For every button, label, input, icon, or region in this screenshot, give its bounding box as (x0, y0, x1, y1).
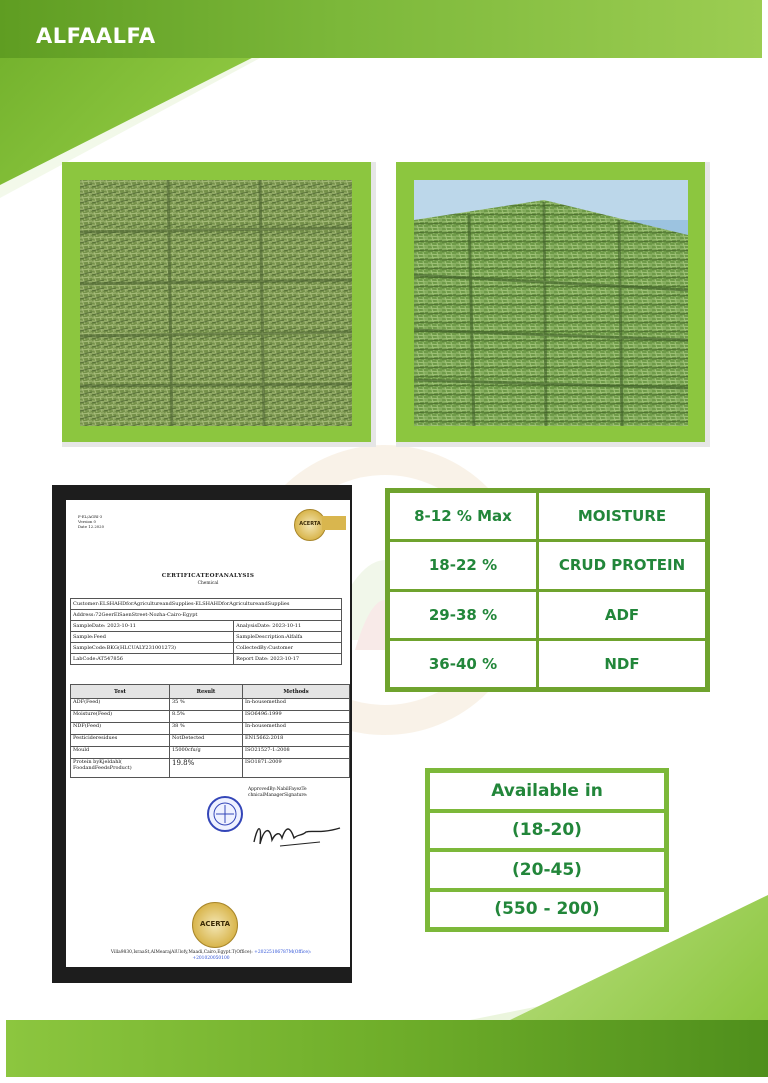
spec-value: 36-40 % (390, 641, 536, 687)
results-row (71, 747, 350, 759)
results-cell: Moisture(Feed) (71, 711, 170, 723)
signature-image (250, 818, 346, 850)
info-cell: SampleDescription:Alfalfa (234, 632, 342, 643)
info-row (71, 654, 342, 665)
results-cell: NDF(Feed) (71, 723, 170, 735)
results-cell: 38 % (170, 723, 243, 735)
results-header-test: Test (71, 685, 170, 699)
results-cell: Protein byKjeldahl( FoodandFeedsProduct) (71, 759, 170, 778)
cert-meta-line: Date 12.2020 (78, 524, 104, 529)
info-row (71, 599, 342, 610)
acerta-logo-tab (322, 516, 346, 530)
availability-size: (550 - 200) (430, 892, 664, 928)
approved-by (248, 787, 308, 799)
acerta-seal-badge (192, 902, 238, 948)
acerta-logo-text: ACERTA (299, 521, 321, 527)
results-row (71, 711, 350, 723)
lab-stamp-icon (206, 795, 244, 833)
info-cell: SampleCode:BKG(HLCUALY231001273) (71, 643, 234, 654)
results-row (71, 699, 350, 711)
approved-by-line: chnicalManagerSignature: (248, 793, 308, 798)
info-cell: Sample:Feed (71, 632, 234, 643)
certificate-subtitle: Chemical (197, 581, 219, 586)
results-cell: ISO1871:2009 (243, 759, 350, 778)
results-cell: ISO6496:1999 (243, 711, 350, 723)
results-header-row (71, 685, 350, 699)
spec-label: MOISTURE (539, 493, 705, 539)
info-cell: AnalysisDate: 2023-10-11 (234, 621, 342, 632)
info-row (71, 643, 342, 654)
results-cell: 19.8% (170, 759, 243, 778)
info-row (71, 610, 342, 621)
results-header-result: Result (170, 685, 243, 699)
spec-value: 8-12 % Max (390, 493, 536, 539)
results-row (71, 723, 350, 735)
info-cell: SampleDate: 2023-10-11 (71, 621, 234, 632)
info-cell: Report Date: 2023-10-17 (234, 654, 342, 665)
acerta-seal-text: ACERTA (199, 920, 231, 928)
spec-label: CRUD PROTEIN (539, 542, 705, 588)
results-cell: NotDetected (170, 735, 243, 747)
results-cell: ISO21527-1:2008 (243, 747, 350, 759)
approved-by-line: ApprovedBy:NabilFayezTe (248, 787, 307, 792)
certificate-document (66, 500, 350, 967)
availability-heading: Available in (430, 773, 664, 809)
results-cell: 15000cfu/g (170, 747, 243, 759)
results-row (71, 735, 350, 747)
page-title: ALFAALFA (36, 24, 156, 48)
info-cell: Customer:ELSHAHDforAgricultureandSupplies-ELSHAHDforAgricultureandSupplies (71, 599, 342, 610)
results-cell: 35 % (170, 699, 243, 711)
footer-phone-link[interactable]: +20225106787M(Office): (254, 950, 312, 955)
results-cell: In-housemethod (243, 723, 350, 735)
availability-table (425, 768, 669, 932)
results-cell: 8.5% (170, 711, 243, 723)
certificate-footer (76, 950, 346, 962)
results-header-methods: Methods (243, 685, 350, 699)
availability-size: (20-45) (430, 852, 664, 888)
cert-meta-line: Version 0 (78, 519, 96, 524)
certificate-meta (78, 514, 104, 529)
info-cell: LabCode:AT547856 (71, 654, 234, 665)
results-cell: In-housemethod (243, 699, 350, 711)
spec-value: 29-38 % (390, 592, 536, 638)
results-cell: Pesticideresidues (71, 735, 170, 747)
spec-label: ADF (539, 592, 705, 638)
info-cell: Address:72GeerElSaenStreet-Nozha-Cairo-Egypt (71, 610, 342, 621)
certificate-info-table (70, 598, 342, 665)
results-row (71, 759, 350, 778)
availability-size: (18-20) (430, 813, 664, 849)
hay-bales-closeup-image (80, 180, 352, 426)
results-cell: EN15662:2018 (243, 735, 350, 747)
footer-address: Villa9830,IsraaSt,AlMearajAlUlofy,Maadi,Cairo,Egypt.T(Office): (110, 950, 253, 955)
footer-phone-link[interactable]: +201020050100 (192, 956, 230, 961)
info-cell: CollectedBy:Customer (234, 643, 342, 654)
certificate-title: CERTIFICATEOFANALYSIS (161, 573, 255, 579)
spec-value: 18-22 % (390, 542, 536, 588)
info-row (71, 621, 342, 632)
hay-bales-stack-image (414, 180, 688, 426)
spec-table (385, 488, 710, 692)
certificate-results-table (70, 684, 350, 778)
cert-meta-line: F-EL/AGRI-3 (78, 514, 103, 519)
results-cell: Mould (71, 747, 170, 759)
footer-bar (6, 1020, 768, 1077)
page-header (0, 0, 768, 185)
spec-label: NDF (539, 641, 705, 687)
info-row (71, 632, 342, 643)
results-cell: ADF(Feed) (71, 699, 170, 711)
